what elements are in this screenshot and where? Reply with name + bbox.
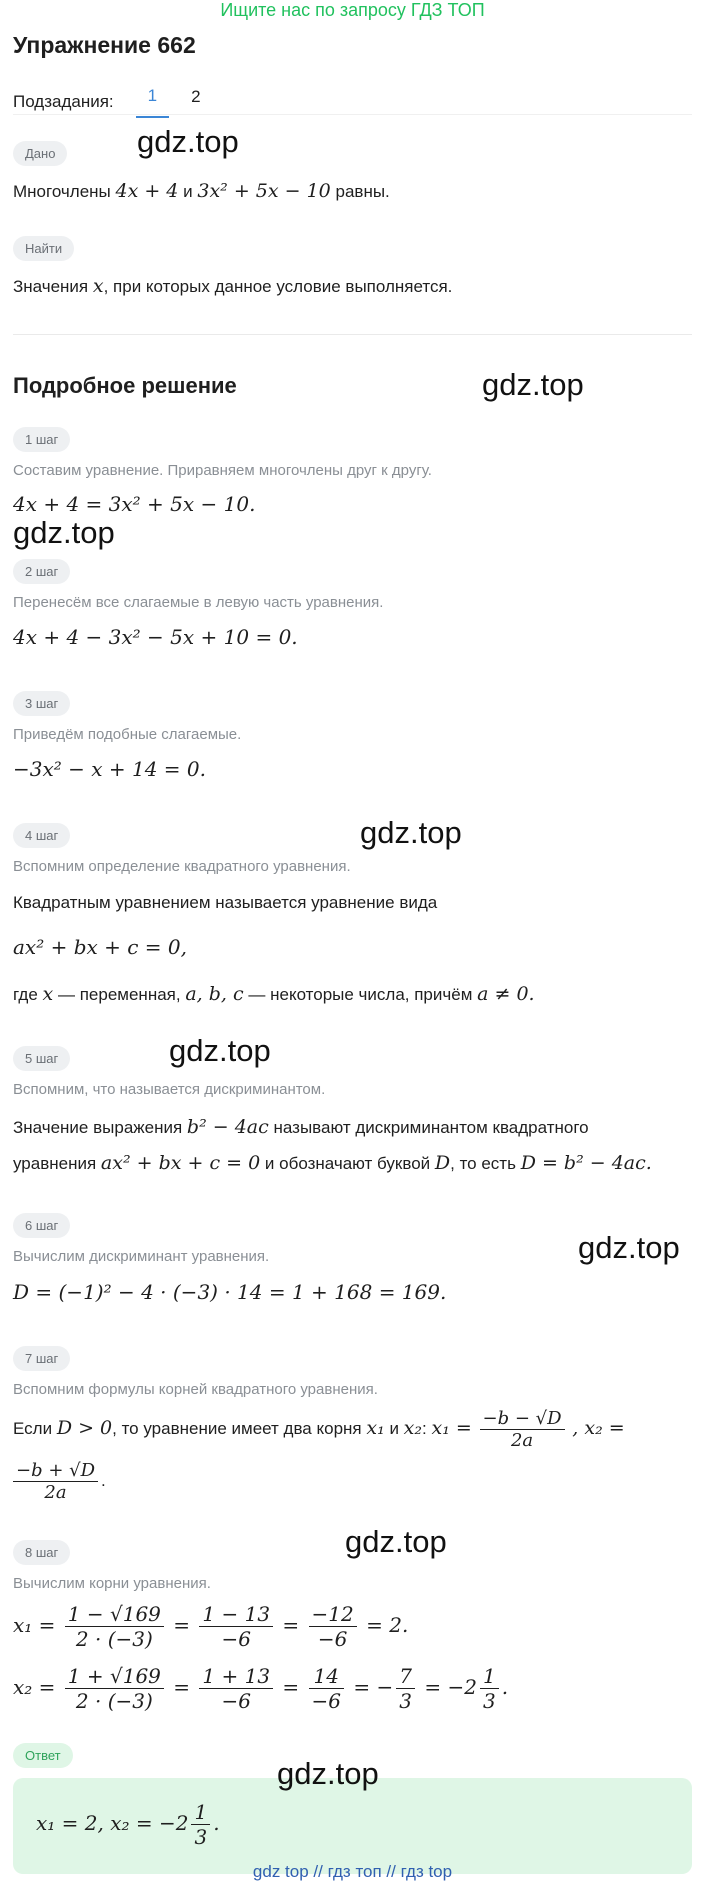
given-pill: Дано bbox=[13, 141, 67, 166]
text-fragment: : bbox=[422, 1418, 427, 1438]
text-fragment: где bbox=[13, 985, 38, 1004]
find-pill: Найти bbox=[13, 236, 74, 261]
watermark: gdz.top bbox=[360, 815, 462, 850]
math-fragment: x₁ = 2, x₂ = −2 bbox=[36, 1811, 189, 1835]
fraction-numerator: −12 bbox=[309, 1602, 357, 1627]
math-fragment: a ≠ 0. bbox=[477, 983, 535, 1005]
fraction bbox=[480, 1408, 565, 1451]
fraction-denominator: −6 bbox=[221, 1627, 251, 1651]
step-pill: 4 шаг bbox=[13, 823, 70, 848]
step-math: ax² + bx + c = 0, bbox=[13, 935, 188, 959]
step-pill: 6 шаг bbox=[13, 1213, 70, 1238]
fraction-numerator: 1 + 13 bbox=[199, 1664, 273, 1689]
text-fragment: Значение выражения bbox=[13, 1118, 183, 1137]
find-text-pre: Значения bbox=[13, 277, 89, 296]
math-fragment: x₂ bbox=[403, 1416, 423, 1439]
step-text-line bbox=[13, 1116, 589, 1138]
watermark: gdz.top bbox=[169, 1033, 271, 1068]
fraction-numerator: 1 bbox=[191, 1800, 210, 1825]
fraction-denominator: 2 · (−3) bbox=[75, 1627, 153, 1651]
text-fragment: и bbox=[389, 1418, 399, 1438]
step-pill: 8 шаг bbox=[13, 1540, 70, 1565]
fraction-denominator: 3 bbox=[194, 1825, 208, 1849]
given-text-pre: Многочлены bbox=[13, 182, 111, 201]
watermark: gdz.top bbox=[277, 1756, 379, 1791]
step-hint: Вспомним формулы корней квадратного уравнения. bbox=[13, 1381, 378, 1398]
math-fragment: ax² + bx + c = 0 bbox=[100, 1152, 261, 1174]
page-title: Упражнение 662 bbox=[13, 32, 196, 58]
tabs-divider bbox=[13, 114, 692, 115]
find-text-post: , при которых данное условие выполняется. bbox=[103, 277, 453, 296]
find-var: x bbox=[92, 275, 104, 297]
fraction-denominator: −6 bbox=[317, 1627, 348, 1651]
watermark: gdz.top bbox=[482, 367, 584, 402]
fraction bbox=[480, 1664, 499, 1713]
given-expr-1: 4x + 4 bbox=[115, 180, 179, 202]
fraction-numerator: 14 bbox=[309, 1664, 344, 1689]
solution-title: Подробное решение bbox=[13, 373, 237, 398]
fraction-denominator: 2a bbox=[510, 1430, 534, 1451]
math-fragment: b² − 4ac bbox=[186, 1116, 269, 1138]
step-pill: 7 шаг bbox=[13, 1346, 70, 1371]
fraction-denominator: −6 bbox=[311, 1689, 342, 1713]
step-math: 4x + 4 − 3x² − 5x + 10 = 0. bbox=[13, 625, 298, 649]
math-fragment: , x₂ = bbox=[572, 1416, 625, 1439]
footer-links[interactable]: gdz top // гдз топ // гдз top bbox=[252, 1862, 453, 1881]
math-fragment: = − bbox=[353, 1675, 394, 1699]
fraction bbox=[13, 1460, 98, 1503]
step-hint: Приведём подобные слагаемые. bbox=[13, 726, 242, 743]
given-expr-2: 3x² + 5x − 10 bbox=[197, 180, 331, 202]
fraction bbox=[199, 1602, 273, 1651]
step-math: 4x + 4 = 3x² + 5x − 10. bbox=[13, 492, 256, 516]
text-fragment: , то есть bbox=[450, 1154, 516, 1173]
fraction bbox=[65, 1664, 164, 1713]
step-pill: 3 шаг bbox=[13, 691, 70, 716]
step-pill: 5 шаг bbox=[13, 1046, 70, 1071]
fraction-denominator: 3 bbox=[399, 1689, 412, 1713]
fraction-denominator: 2 · (−3) bbox=[75, 1689, 153, 1713]
text-fragment: Если bbox=[13, 1418, 53, 1438]
step-text-line bbox=[13, 983, 535, 1005]
step-math: D = (−1)² − 4 · (−3) · 14 = 1 + 168 = 169. bbox=[13, 1280, 447, 1304]
math-fragment: a, b, c bbox=[185, 983, 244, 1005]
fraction-denominator: 2a bbox=[44, 1482, 67, 1503]
root-x2-line: x₂ = $\frac{1 + √169}{2 \cdot (-3)}$ = $\frac{1 + 13}{-6}$ = $\frac{14}{-6}$ = − $\frac{7}{3}$ = −2 $\frac{1}{3}$ . bbox=[13, 1664, 509, 1713]
text-fragment: уравнения bbox=[13, 1154, 97, 1173]
fraction-numerator: 1 − 13 bbox=[199, 1602, 273, 1627]
watermark: gdz.top bbox=[345, 1524, 447, 1559]
step-hint: Составим уравнение. Приравняем многочлены друг к другу. bbox=[13, 462, 432, 479]
step-text: Квадратным уравнением называется уравнение вида bbox=[13, 893, 438, 912]
step-hint: Вычислим дискриминант уравнения. bbox=[13, 1248, 270, 1265]
given-text-post: равны. bbox=[335, 182, 390, 201]
subtasks-label: Подзадания: bbox=[13, 92, 114, 111]
section-divider bbox=[13, 334, 692, 335]
math-fragment: x₁ = bbox=[431, 1416, 472, 1439]
text-fragment: называют дискриминантом квадратного bbox=[273, 1118, 589, 1137]
fraction-numerator: 1 + √169 bbox=[65, 1664, 164, 1689]
math-fragment: x bbox=[42, 983, 54, 1005]
answer-math bbox=[36, 1800, 220, 1849]
fraction bbox=[65, 1602, 164, 1651]
step-hint: Вспомним определение квадратного уравнения. bbox=[13, 858, 351, 875]
answer-pill: Ответ bbox=[13, 1743, 73, 1768]
step-text-line: $\frac{-b + √D}{2a}$ . bbox=[13, 1460, 106, 1503]
step-text-line bbox=[13, 1408, 693, 1451]
root-x1-line: x₁ = $\frac{1 - √169}{2 \cdot (-3)}$ = $\frac{1 - 13}{-6}$ = $\frac{-12}{-6}$ = 2. bbox=[13, 1602, 409, 1651]
search-banner: Ищите нас по запросу ГДЗ ТОП bbox=[220, 0, 485, 20]
math-fragment: . bbox=[213, 1811, 220, 1835]
fraction-numerator: 1 − √169 bbox=[65, 1602, 164, 1627]
step-text-line bbox=[13, 1152, 652, 1174]
math-fragment: x₁ = bbox=[13, 1613, 56, 1637]
fraction-numerator: 7 bbox=[396, 1664, 415, 1689]
math-fragment: D bbox=[434, 1152, 451, 1174]
given-and: и bbox=[183, 182, 193, 201]
math-fragment: x₁ bbox=[366, 1416, 385, 1439]
text-fragment: — некоторые числа, причём bbox=[248, 985, 473, 1004]
find-text bbox=[13, 275, 452, 297]
math-fragment: D > 0 bbox=[56, 1416, 113, 1439]
step-pill: 1 шаг bbox=[13, 427, 70, 452]
math-fragment: . bbox=[501, 1675, 509, 1699]
math-fragment: D = b² − 4ac. bbox=[520, 1152, 652, 1174]
given-text bbox=[13, 180, 390, 202]
step-math: −3x² − x + 14 = 0. bbox=[13, 757, 207, 781]
math-fragment: = 2. bbox=[366, 1613, 409, 1637]
step-hint: Вспомним, что называется дискриминантом. bbox=[13, 1081, 326, 1098]
step-hint: Вычислим корни уравнения. bbox=[13, 1575, 211, 1592]
fraction-numerator: −b − √D bbox=[480, 1408, 565, 1430]
text-fragment: , то уравнение имеет два корня bbox=[112, 1418, 362, 1438]
tab-subtask-1[interactable]: 1 bbox=[136, 86, 169, 118]
fraction-denominator: −6 bbox=[221, 1689, 251, 1713]
fraction bbox=[199, 1664, 273, 1713]
math-fragment: x₂ = bbox=[13, 1675, 56, 1699]
watermark: gdz.top bbox=[13, 515, 115, 550]
text-fragment: — переменная, bbox=[58, 985, 181, 1004]
math-fragment: = −2 bbox=[424, 1675, 477, 1699]
watermark: gdz.top bbox=[137, 124, 239, 159]
fraction bbox=[309, 1602, 357, 1651]
fraction bbox=[396, 1664, 415, 1713]
text-fragment: и обозначают буквой bbox=[264, 1154, 431, 1173]
step-hint: Перенесём все слагаемые в левую часть уравнения. bbox=[13, 594, 384, 611]
fraction-numerator: 1 bbox=[480, 1664, 499, 1689]
fraction-denominator: 3 bbox=[482, 1689, 496, 1713]
watermark: gdz.top bbox=[578, 1230, 680, 1265]
fraction-numerator: −b + √D bbox=[13, 1460, 98, 1482]
fraction bbox=[191, 1800, 210, 1849]
fraction bbox=[309, 1664, 344, 1713]
tab-subtask-2[interactable]: 2 bbox=[191, 87, 201, 106]
step-pill: 2 шаг bbox=[13, 559, 70, 584]
